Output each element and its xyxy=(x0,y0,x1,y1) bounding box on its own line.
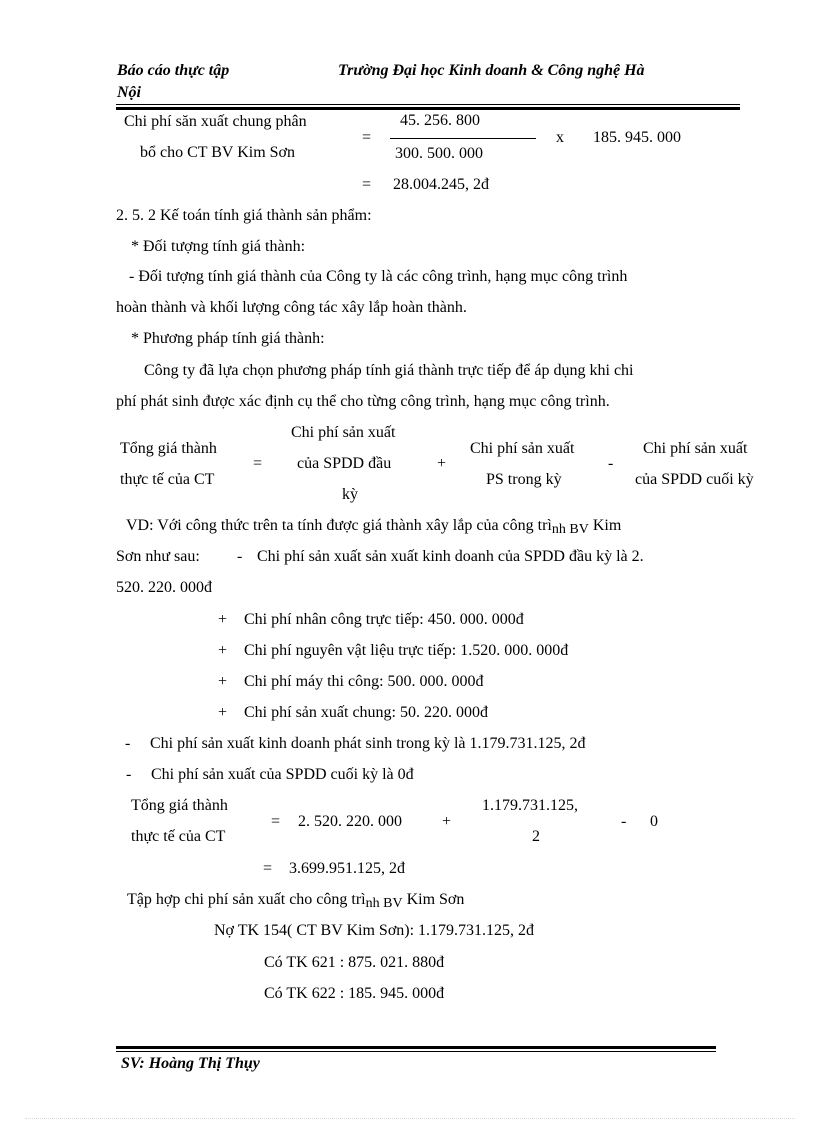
formula3-v2-line2: 2 xyxy=(532,828,540,845)
ledger-credit-621: Có TK 621 : 875. 021. 880đ xyxy=(264,954,445,971)
header-rule-thin xyxy=(116,104,740,105)
method-line2: phí phát sinh được xác định cụ thể cho từng công trình, hạng mục công trình. xyxy=(116,393,610,410)
formula2-d-line1: Chi phí sản xuất xyxy=(643,440,748,457)
ledger-heading xyxy=(127,891,464,909)
bullet1-text: Chi phí sản xuất kinh doanh phát sinh trong kỳ là 1.179.731.125, 2đ xyxy=(150,735,586,752)
example-line1-end: Kim xyxy=(588,517,622,534)
formula3-equals-2: = xyxy=(263,860,273,877)
formula2-a-line2: thực tế của CT xyxy=(120,471,215,488)
bullet2-mark: - xyxy=(126,766,132,783)
cost-item-general: Chi phí sản xuất chung: 50. 220. 000đ xyxy=(244,704,488,721)
formula2-b-line1: Chi phí sản xuất xyxy=(291,424,396,441)
cost-item-materials: Chi phí nguyên vật liệu trực tiếp: 1.520. 000. 000đ xyxy=(244,642,569,659)
formula3-a-line1: Tổng giá thành xyxy=(131,797,228,814)
formula2-plus: + xyxy=(437,455,447,472)
bullet2-text: Chi phí sản xuất của SPDD cuối kỳ là 0đ xyxy=(151,766,414,783)
example-line3: 520. 220. 000đ xyxy=(116,579,212,596)
formula1-denominator: 300. 500. 000 xyxy=(395,145,483,162)
example-line2-text: Chi phí sản xuất sản xuất kinh doanh của SPDD đầu kỳ là 2. xyxy=(257,548,644,565)
formula1-times: x xyxy=(556,129,564,146)
formula2-c-line2: PS trong kỳ xyxy=(486,471,562,488)
header-left-line2: Nội xyxy=(117,84,141,101)
object-heading: * Đối tượng tính giá thành: xyxy=(131,238,306,255)
header-left-line1: Báo cáo thực tập xyxy=(117,62,230,79)
ledger-heading-subscript: nh BV xyxy=(365,896,403,911)
cost-item-mark: + xyxy=(218,611,228,628)
page-bottom-dotted-line xyxy=(25,1118,795,1119)
formula1-fraction-bar xyxy=(390,138,536,139)
formula2-a-line1: Tổng giá thành xyxy=(120,440,217,457)
formula1-equals-2: = xyxy=(362,176,372,193)
cost-item-labor: Chi phí nhân công trực tiếp: 450. 000. 000đ xyxy=(244,611,524,628)
formula1-label-line2: bổ cho CT BV Kim Sơn xyxy=(140,144,295,161)
formula3-v3: 0 xyxy=(650,813,658,830)
formula2-equals: = xyxy=(253,455,263,472)
bullet1-mark: - xyxy=(125,735,131,752)
ledger-heading-text: Tập hợp chi phí sản xuất cho công trì xyxy=(127,891,366,908)
method-line1: Công ty đã lựa chọn phương pháp tính giá thành trực tiếp để áp dụng khi chi xyxy=(144,362,634,379)
method-heading: * Phương pháp tính giá thành: xyxy=(131,330,325,347)
formula1-equals: = xyxy=(362,129,372,146)
object-line1: - Đối tượng tính giá thành của Công ty là các công trình, hạng mục công trình xyxy=(129,268,628,285)
formula3-equals: = xyxy=(271,813,281,830)
formula2-b-line2: của SPDD đầu xyxy=(297,455,392,472)
footer-rule-thick xyxy=(116,1046,716,1049)
formula3-a-line2: thực tế của CT xyxy=(131,828,226,845)
formula2-d-line2: của SPDD cuối kỳ xyxy=(635,471,754,488)
cost-item-machine: Chi phí máy thi công: 500. 000. 000đ xyxy=(244,673,484,690)
footer-author: SV: Hoàng Thị Thụy xyxy=(121,1055,260,1072)
formula3-v1: 2. 520. 220. 000 xyxy=(298,813,402,830)
formula3-plus: + xyxy=(442,813,452,830)
example-line1-subscript: nh BV xyxy=(551,522,589,537)
header-right-line1: Trường Đại học Kinh doanh & Công nghệ Hà xyxy=(338,62,645,79)
object-line2: hoàn thành và khối lượng công tác xây lắp hoàn thành. xyxy=(116,299,467,316)
ledger-credit-622: Có TK 622 : 185. 945. 000đ xyxy=(264,985,445,1002)
formula2-c-line1: Chi phí sản xuất xyxy=(470,440,575,457)
formula1-result: 28.004.245, 2đ xyxy=(393,176,489,193)
ledger-debit: Nợ TK 154( CT BV Kim Sơn): 1.179.731.125, 2đ xyxy=(214,922,535,939)
formula1-label-line1: Chi phí săn xuất chung phân xyxy=(124,113,307,130)
formula1-multiplier: 185. 945. 000 xyxy=(593,129,681,146)
ledger-heading-end: Kim Sơn xyxy=(402,891,465,908)
formula2-b-line3: kỳ xyxy=(342,486,358,503)
formula3-v2-line1: 1.179.731.125, xyxy=(482,797,578,814)
example-line2-label: Sơn như sau: xyxy=(116,548,200,565)
cost-item-mark: + xyxy=(218,673,228,690)
formula2-minus: - xyxy=(608,455,614,472)
example-line2-dash: - xyxy=(237,548,243,565)
cost-item-mark: + xyxy=(218,704,228,721)
footer-rule-thin xyxy=(116,1051,716,1052)
formula3-result: 3.699.951.125, 2đ xyxy=(289,860,405,877)
cost-item-mark: + xyxy=(218,642,228,659)
formula1-numerator: 45. 256. 800 xyxy=(400,112,480,129)
section-title: 2. 5. 2 Kế toán tính giá thành sản phẩm: xyxy=(116,207,372,224)
example-line1 xyxy=(126,517,621,535)
example-line1-text: VD: Với công thức trên ta tính được giá thành xây lắp của công trì xyxy=(126,517,552,534)
formula3-minus: - xyxy=(621,813,627,830)
header-rule-thick xyxy=(116,107,740,110)
